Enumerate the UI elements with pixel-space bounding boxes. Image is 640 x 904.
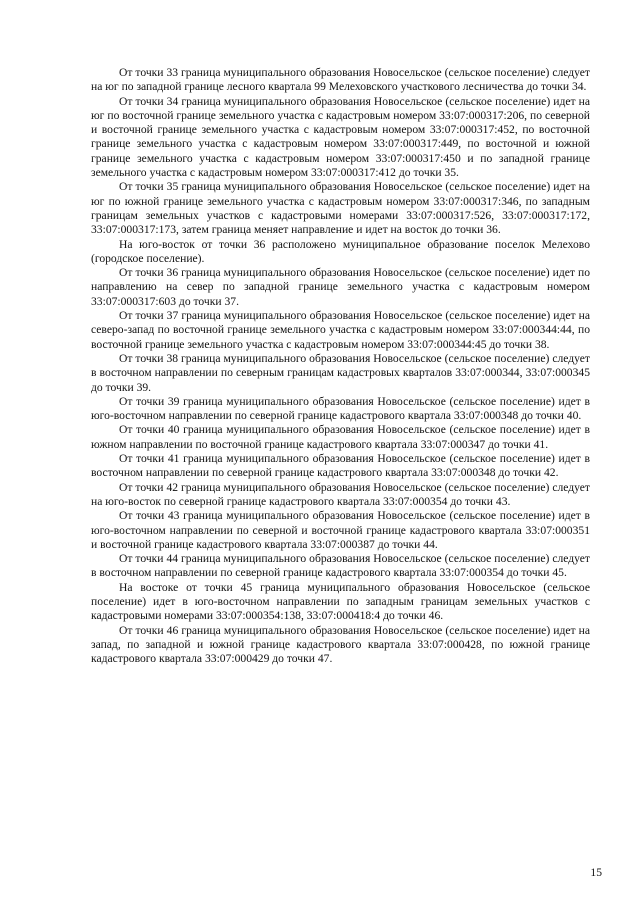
paragraph: От точки 40 граница муниципального образования Новосельское (сельское поселение) идет в южном направлении по восточной границе кадастрового квартала 33:07:000347 до точки 41.	[91, 423, 590, 451]
paragraph: От точки 36 граница муниципального образования Новосельское (сельское поселение) идет по направлению на север по западной границе земельного участка с кадастровым номером 33:07:000317:603 до точки 37.	[91, 266, 590, 308]
paragraph: От точки 44 граница муниципального образования Новосельское (сельское поселение) следует в восточном направлении по северной границе кадастрового квартала 33:07:000354 до точки 45.	[91, 552, 590, 580]
paragraph: От точки 37 граница муниципального образования Новосельское (сельское поселение) идет на северо-запад по восточной границе земельного участка с кадастровым номером 33:07:000344:44, по восточной границе земельного участка с кадастровым номером 33:07:000344:45 до точки 38.	[91, 309, 590, 351]
paragraph: На юго-восток от точки 36 расположено муниципальное образование поселок Мелехово (городское поселение).	[91, 237, 590, 265]
paragraph: От точки 35 граница муниципального образования Новосельское (сельское поселение) идет на юг по южной границе земельного участка с кадастровым номером 33:07:000317:346, по западным границам земельных участков с кадастровыми номерами 33:07:000317:526, 33:07:000317:172, 33:07:000317:173, затем граница меняет направление и идет на восток до точки 36.	[91, 180, 590, 237]
paragraph: От точки 33 граница муниципального образования Новосельское (сельское поселение) следует на юг по западной границе лесного квартала 99 Мелеховского участкового лесничества до точки 34.	[91, 66, 590, 94]
page-number: 15	[590, 866, 602, 879]
paragraph: От точки 46 граница муниципального образования Новосельское (сельское поселение) идет на запад, по западной и южной границе кадастрового квартала 33:07:000428, по южной границе кадастрового квартала 33:07:000429 до точки 47.	[91, 623, 590, 666]
paragraph: От точки 43 граница муниципального образования Новосельское (сельское поселение) идет в юго-восточном направлении по северной и восточной границе кадастрового квартала 33:07:000351 и восточной границе кадастрового квартала 33:07:000387 до точки 44.	[91, 509, 590, 551]
paragraph: От точки 38 граница муниципального образования Новосельское (сельское поселение) следует в восточном направлении по северным границам кадастровых кварталов 33:07:000344, 33:07:000345 до точки 39.	[91, 351, 590, 394]
paragraph: От точки 42 граница муниципального образования Новосельское (сельское поселение) следует на юго-восток по северной границе кадастрового квартала 33:07:000354 до точки 43.	[91, 480, 590, 508]
paragraph: На востоке от точки 45 граница муниципального образования Новосельское (сельское поселение) идет в юго-восточном направлении по западным границам земельных участков с кадастровыми номерами 33:07:000354:138, 33:07:000418:4 до точки 46.	[91, 580, 590, 623]
paragraph: От точки 34 граница муниципального образования Новосельское (сельское поселение) идет на юг по восточной границе земельного участка с кадастровым номером 33:07:000317:206, по северной и восточной границе земельного участка с кадастровым номером 33:07:000317:452, по восточной границе земельного участка с кадастровым номером 33:07:000317:449, по восточной и южной границе земельного участка с кадастровым номером 33:07:000317:450 и по западной границе земельного участка с кадастровым номером 33:07:000317:412 до точки 35.	[91, 94, 590, 180]
paragraph: От точки 41 граница муниципального образования Новосельское (сельское поселение) идет в восточном направлении по северной границе кадастрового квартала 33:07:000348 до точки 42.	[91, 452, 590, 480]
body-text	[91, 66, 590, 666]
paragraph: От точки 39 граница муниципального образования Новосельское (сельское поселение) идет в юго-восточном направлении по северной границе кадастрового квартала 33:07:000348 до точки 40.	[91, 394, 590, 423]
